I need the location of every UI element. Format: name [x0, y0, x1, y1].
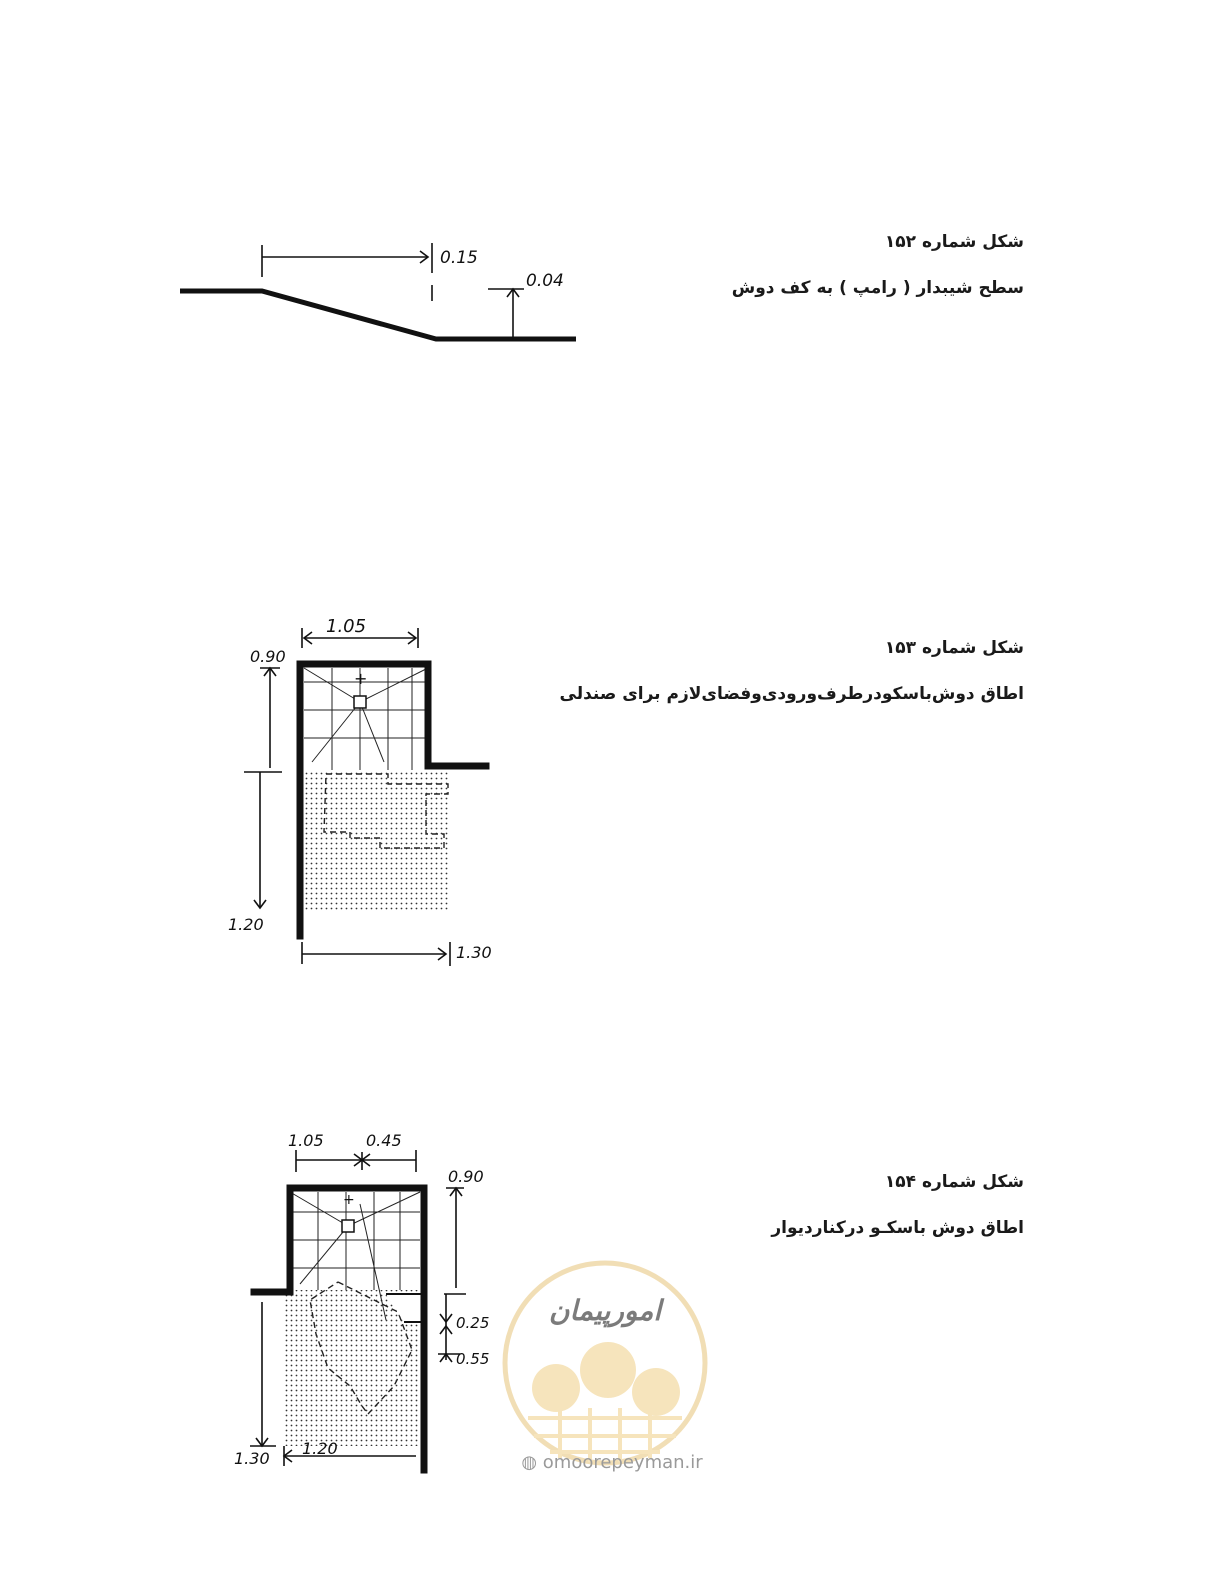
figure-153-plan-drawing — [220, 612, 520, 972]
dim-label-090: 0.90 — [250, 647, 286, 666]
dim-label-105: 1.05 — [288, 1131, 324, 1150]
dim-label-130: 1.30 — [456, 943, 492, 962]
figure-154-plan-drawing — [220, 1124, 530, 1484]
dim-label-120: 1.20 — [302, 1439, 338, 1458]
globe-icon: ◍ — [521, 1452, 538, 1473]
figure-152-ramp-drawing — [170, 235, 600, 355]
dim-label-090: 0.90 — [448, 1167, 484, 1186]
figure-153-description: اطاق دوش‌باسکودرطرف‌ورودی‌وفضای‌لازم برای صندلی — [559, 684, 1024, 704]
ramp-profile-line — [180, 291, 576, 339]
dim-label-120: 1.20 — [228, 915, 264, 934]
figure-152-title: شکل شماره ۱۵۲ — [884, 232, 1024, 252]
figure-152-caption — [732, 232, 1024, 298]
figure-154-caption — [771, 1172, 1024, 1238]
shower-head-icon: + — [354, 669, 368, 688]
watermark-url-text: omoorepeyman.ir — [542, 1452, 703, 1473]
figure-153-title: شکل شماره ۱۵۳ — [884, 638, 1024, 658]
shower-head-icon: + — [343, 1192, 355, 1208]
figure-153-caption — [560, 638, 1024, 704]
watermark-logo-text: امورپیمان — [548, 1294, 662, 1327]
dim-label-025: 0.25 — [456, 1314, 490, 1332]
ramp-dim-label-015: 0.15 — [440, 248, 478, 268]
floor-drain-icon — [354, 696, 366, 708]
figure-154-title: شکل شماره ۱۵۴ — [884, 1172, 1024, 1192]
dim-label-105: 1.05 — [326, 616, 367, 637]
gear-icon — [532, 1342, 680, 1416]
figure-152-description: سطح شیبدار ( رامپ ) به کف دوش — [731, 278, 1024, 298]
watermark-url — [0, 1452, 1224, 1473]
floor-drain-icon — [342, 1220, 354, 1232]
watermark-logo — [500, 1258, 710, 1468]
dim-label-055: 0.55 — [456, 1350, 490, 1368]
ramp-dim-label-004: 0.04 — [526, 271, 564, 291]
dim-label-130: 1.30 — [234, 1449, 270, 1468]
dim-label-045: 0.45 — [366, 1131, 402, 1150]
figure-154-description: اطاق دوش باسکـو درکناردیوار — [771, 1218, 1024, 1238]
